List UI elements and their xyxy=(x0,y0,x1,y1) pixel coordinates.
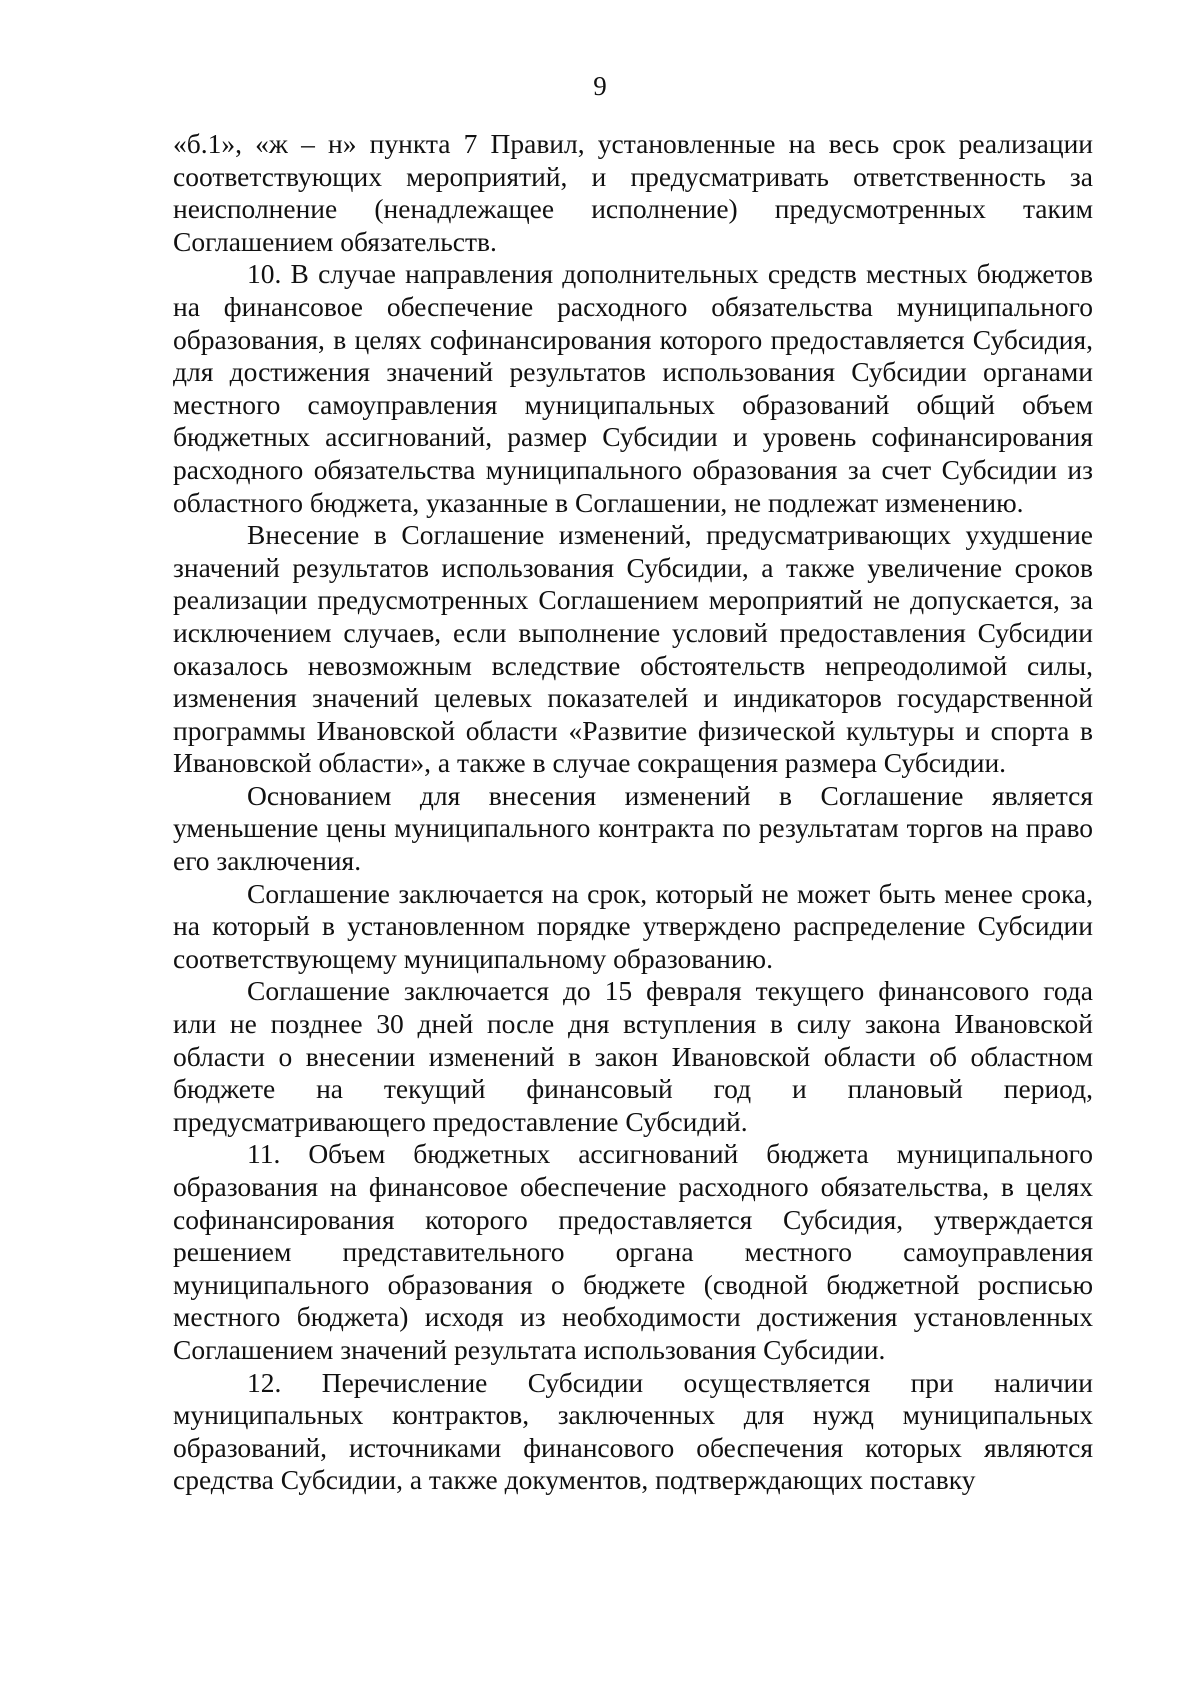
paragraph-clause-12: 12. Перечисление Субсидии осуществляется при наличии муниципальных контрактов, заключенных для нужд муниципальных образований, источниками финансового обеспечения которых являются средства Субсидии, а также документов, подтверждающих поставку xyxy=(173,1366,1093,1496)
paragraph-amendment-grounds: Основанием для внесения изменений в Соглашение является уменьшение цены муниципального контракта по результатам торгов на право его заключения. xyxy=(173,779,1093,877)
paragraph-clause-11: 11. Объем бюджетных ассигнований бюджета муниципального образования на финансовое обеспечение расходного обязательства, в целях софинансирования которого предоставляется Субсидия, утверждается решением представительного органа местного самоуправления муниципального образования о бюджете (сводной бюджетной росписью местного бюджета) исходя из необходимости достижения установленных Соглашением значений результата использования Субсидии. xyxy=(173,1138,1093,1365)
paragraph-agreement-term: Соглашение заключается на срок, который не может быть менее срока, на который в установленном порядке утверждено распределение Субсидии соответствующему муниципальному образованию. xyxy=(173,877,1093,974)
document-body xyxy=(173,128,1093,1497)
paragraph-continuation: «б.1», «ж – н» пункта 7 Правил, установленные на весь срок реализации соответствующих мероприятий, и предусматривать ответственность за неисполнение (ненадлежащее исполнение) предусмотренных таким Соглашением обязательств. xyxy=(173,128,1093,257)
paragraph-agreement-deadline: Соглашение заключается до 15 февраля текущего финансового года или не позднее 30 дней после дня вступления в силу закона Ивановской области о внесении изменений в закон Ивановской области об областном бюджете на текущий финансовый год и плановый период, предусматривающего предоставление Субсидий. xyxy=(173,975,1093,1137)
paragraph-clause-10: 10. В случае направления дополнительных средств местных бюджетов на финансовое обеспечение расходного обязательства муниципального образования, в целях софинансирования которого предоставляется Субсидия, для достижения значений результатов использования Субсидии органами местного самоуправления муниципальных образований общий объем бюджетных ассигнований, размер Субсидии и уровень софинансирования расходного обязательства муниципального образования за счет Субсидии из областного бюджета, указанные в Соглашении, не подлежат изменению. xyxy=(173,258,1093,518)
paragraph-amendment-restrictions: Внесение в Соглашение изменений, предусматривающих ухудшение значений результатов использования Субсидии, а также увеличение сроков реализации предусмотренных Соглашением мероприятий не допускается, за исключением случаев, если выполнение условий предоставления Субсидии оказалось невозможным вследствие обстоятельств непреодолимой силы, изменения значений целевых показателей и индикаторов государственной программы Ивановской области «Развитие физической культуры и спорта в Ивановской области», а также в случае сокращения размера Субсидии. xyxy=(173,519,1093,779)
page-number: 9 xyxy=(593,71,607,101)
